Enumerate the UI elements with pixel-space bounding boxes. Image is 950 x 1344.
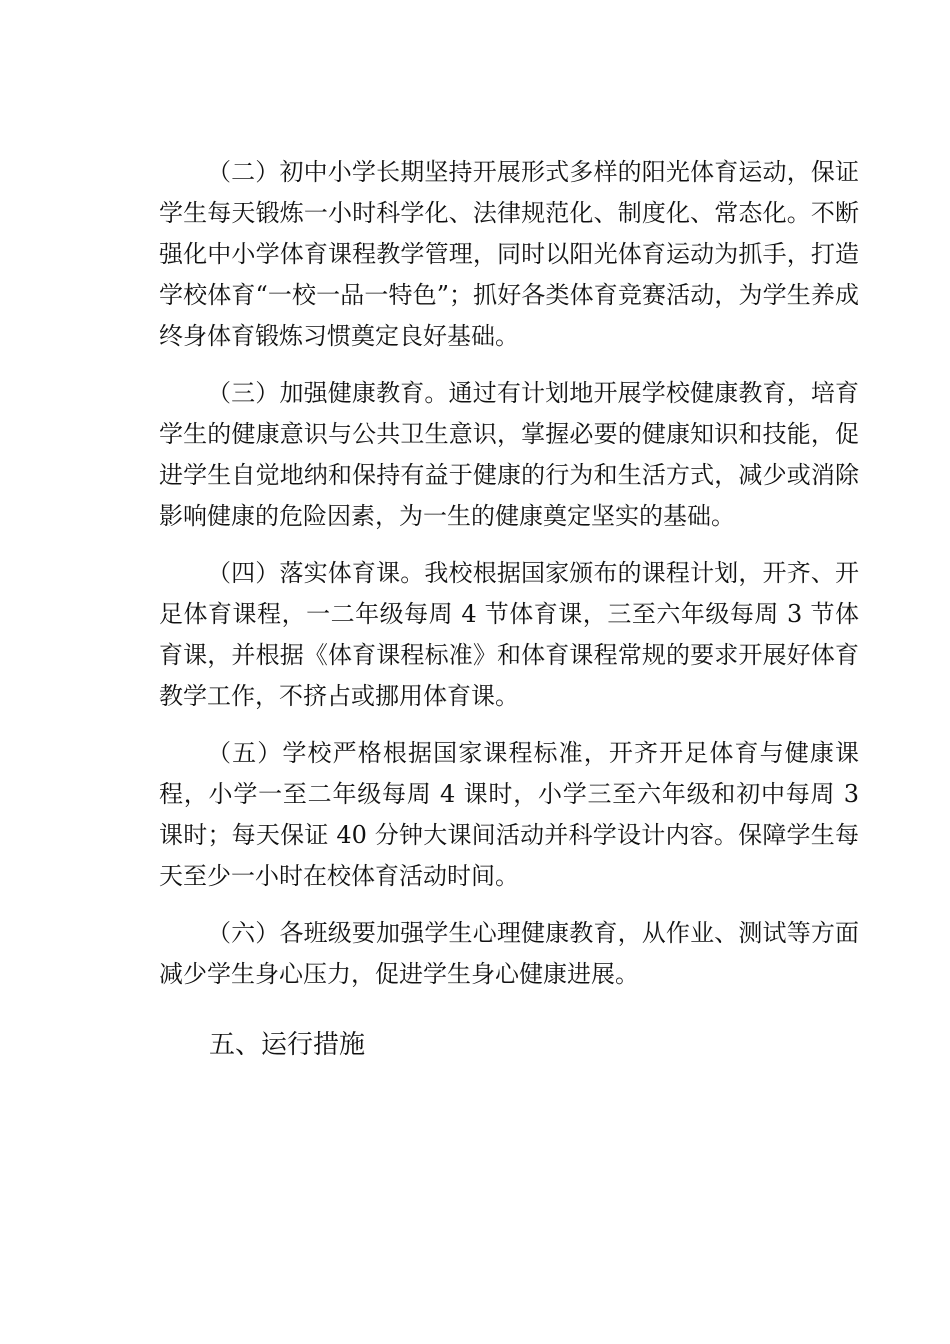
paragraph-2: （二）初中小学长期坚持开展形式多样的阳光体育运动，保证学生每天锻炼一小时科学化、法律规范化、制度化、常态化。不断强化中小学体育课程教学管理，同时以阳光体育运动为抓手，打造学校体育“一校一品一特色”；抓好各类体育竞赛活动，为学生养成终身体育锻炼习惯奠定良好基础。 xyxy=(159,158,859,350)
paragraph-3: （三）加强健康教育。通过有计划地开展学校健康教育，培育学生的健康意识与公共卫生意识，掌握必要的健康知识和技能，促进学生自觉地纳和保持有益于健康的行为和生活方式，减少或消除影响健康的危险因素，为一生的健康奠定坚实的基础。 xyxy=(159,379,859,530)
document-body xyxy=(159,152,859,1066)
section-heading: 五、运行措施 xyxy=(209,1030,366,1060)
paragraph-5: （五）学校严格根据国家课程标准，开齐开足体育与健康课程，小学一至二年级每周 4 课时，小学三至六年级和初中每周 3 课时；每天保证 40 分钟大课间活动并科学设计内容。保障学生每天至少一小时在校体育活动时间。 xyxy=(159,739,859,890)
paragraph-6: （六）各班级要加强学生心理健康教育，从作业、测试等方面减少学生身心压力，促进学生身心健康进展。 xyxy=(159,919,859,988)
paragraph-4: （四）落实体育课。我校根据国家颁布的课程计划，开齐、开足体育课程，一二年级每周 4 节体育课，三至六年级每周 3 节体育课，并根据《体育课程标准》和体育课程常规的要求开展好体育教学工作，不挤占或挪用体育课。 xyxy=(159,559,859,710)
